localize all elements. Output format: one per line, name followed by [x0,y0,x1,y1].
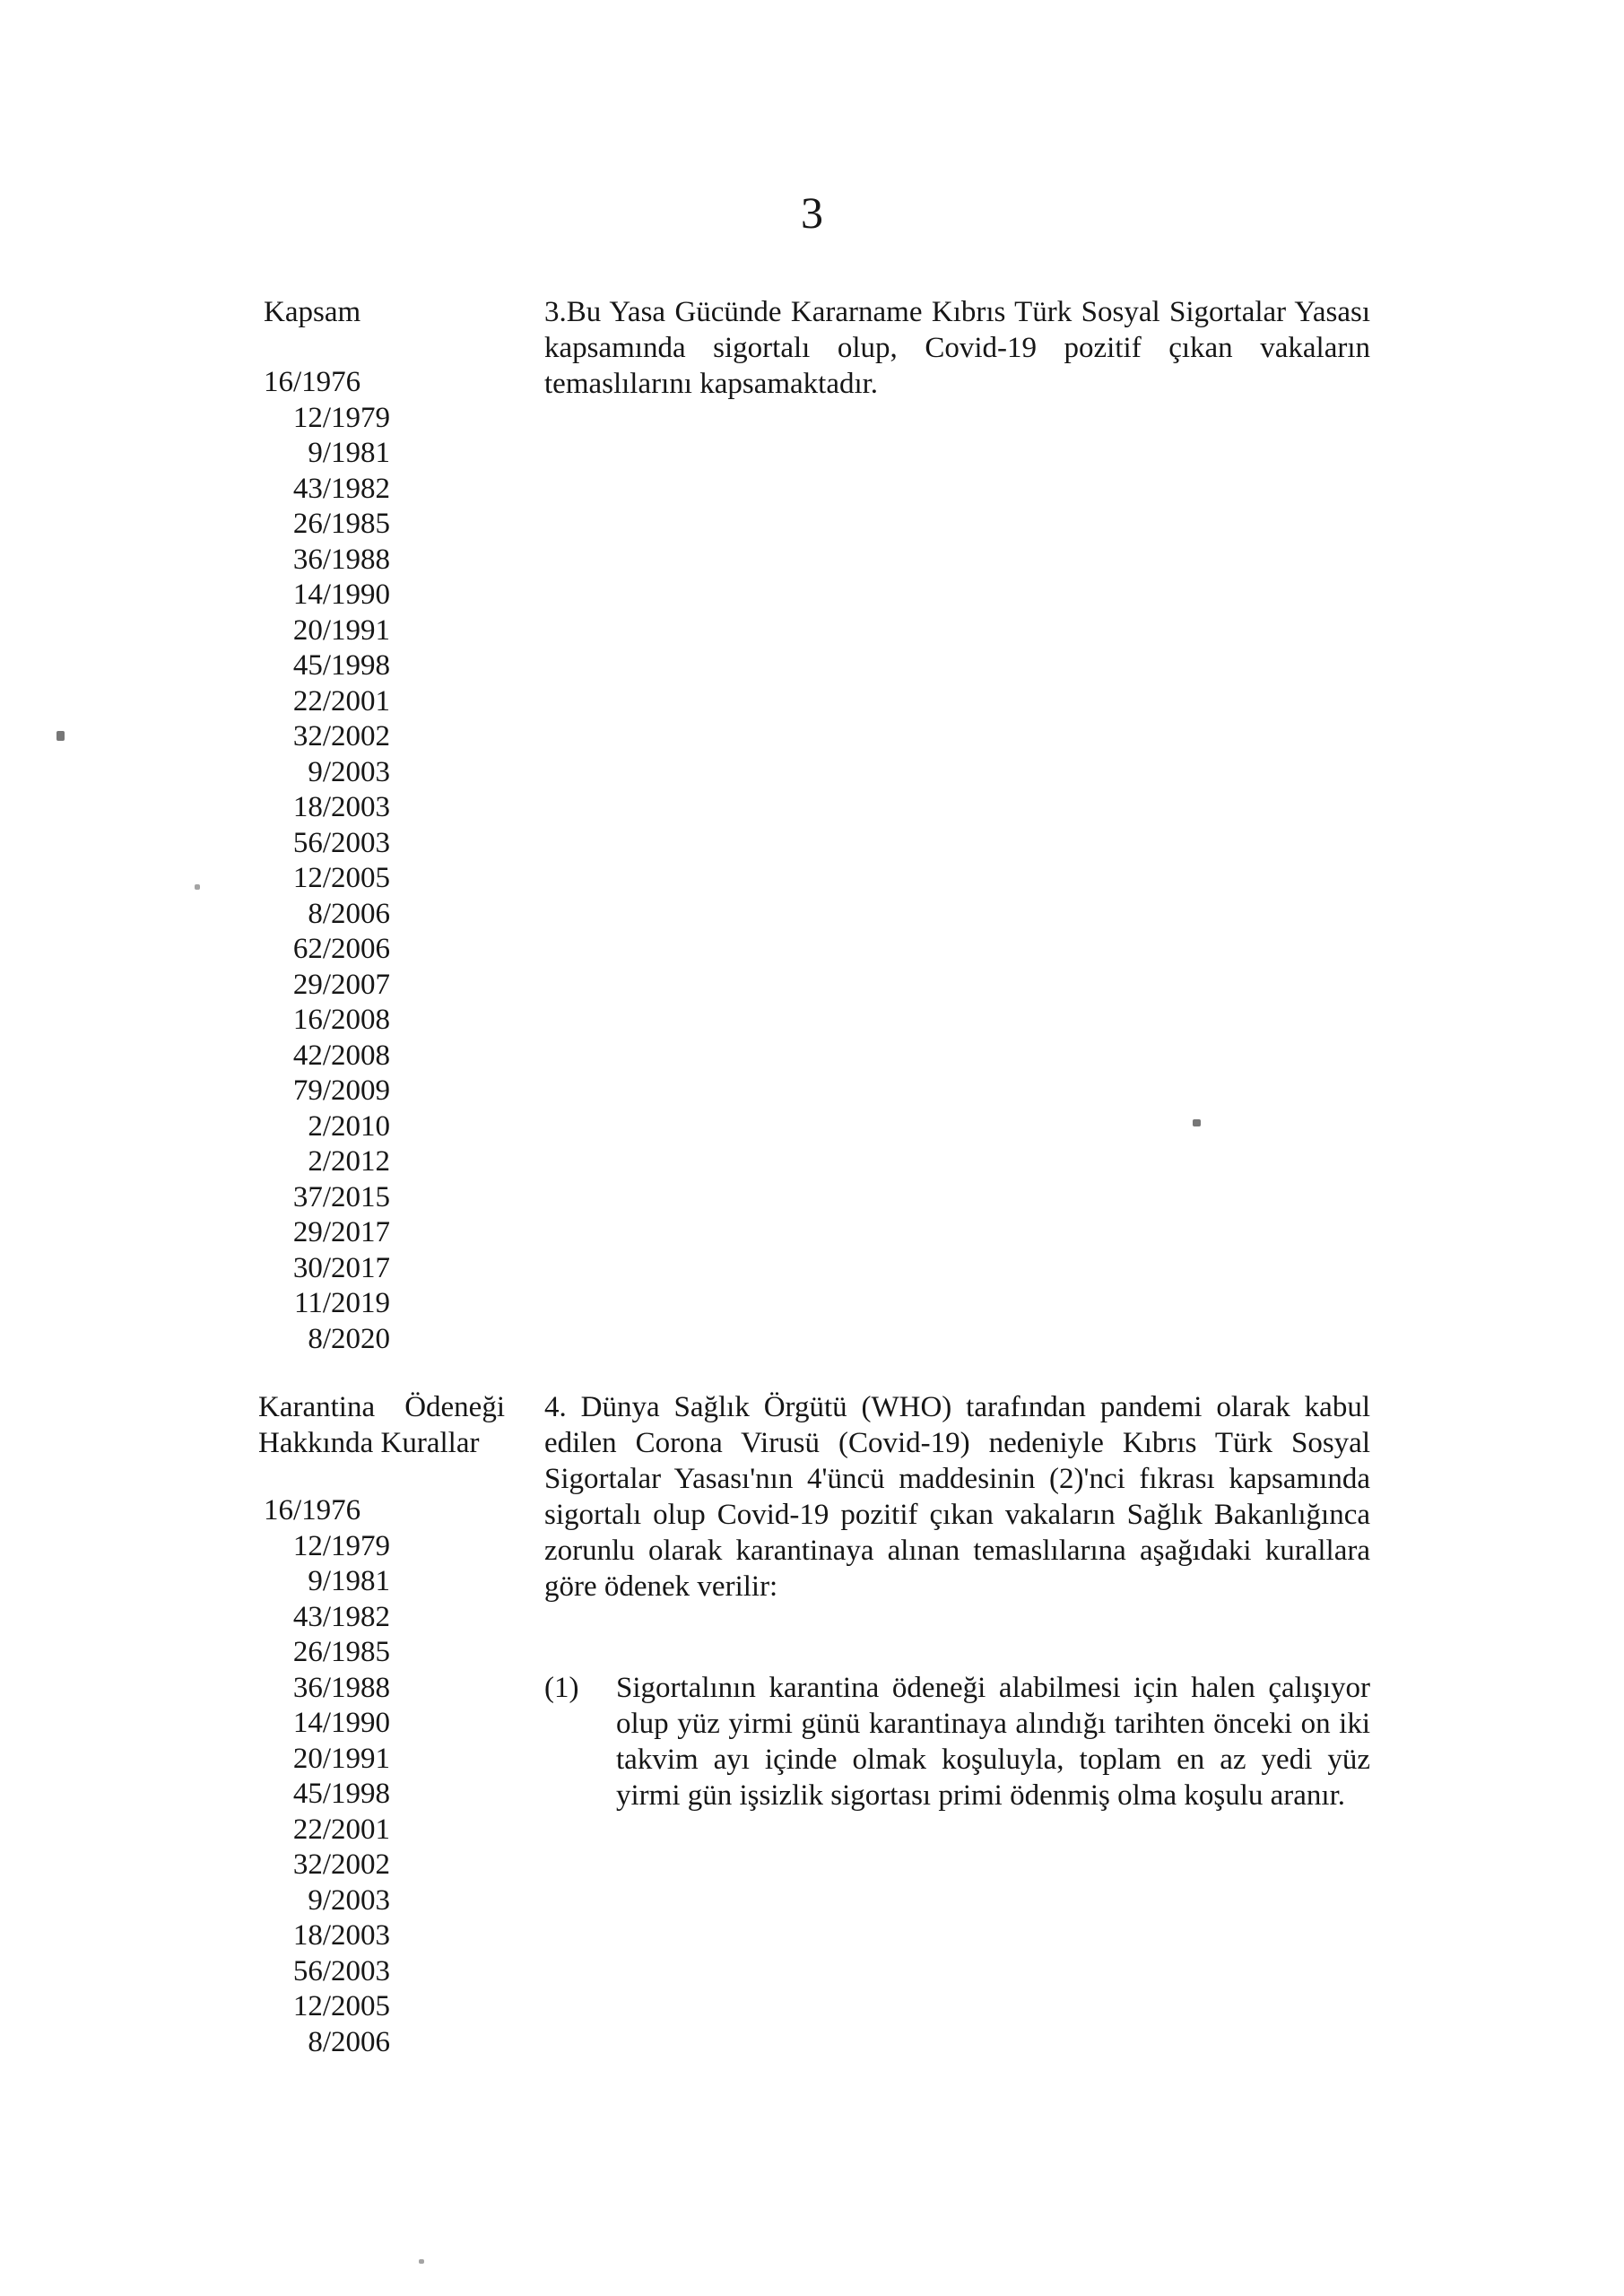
amendment-law-number: 16/1976 [264,1494,361,1526]
page-number: 3 [801,187,823,238]
amendment-law-number: 62/2006 [292,933,390,965]
margin-label-word-odenegi: Ödeneği [404,1391,505,1423]
amendment-law-number: 30/2017 [292,1251,390,1284]
subsection-1-text: Sigortalının karantina ödeneği alabilmesi için halen çalışıyor olup yüz yirmi günü karantinaya alındığı tarihten önceki on iki takvim ayı içinde olmak koşuluyla, toplam en az yedi yüz yirmi gün işsizlik sigortası primi ödenmiş olma koşulu aranır. [616,1672,1370,1812]
margin-label-kapsam: Kapsam [264,296,361,328]
amendment-law-number: 18/2003 [292,1919,390,1952]
amendment-law-number: 14/1990 [292,578,390,611]
scan-artifact [419,2259,424,2264]
amendment-law-number: 45/1998 [292,1778,390,1810]
amendment-law-number: 56/2003 [292,1954,390,1987]
amendment-law-number: 12/2005 [292,1990,390,2022]
amendment-law-number: 8/2020 [308,1322,390,1355]
amendment-law-number: 8/2006 [308,2025,390,2058]
amendment-law-number: 12/1979 [292,1529,390,1562]
paragraph-3-body: 3.Bu Yasa Gücünde Kararname Kıbrıs Türk Sosyal Sigortalar Yasası kapsamında sigortalı olup, Covid-19 pozitif çıkan vakaların temaslılarını kapsamaktadır. [544,296,1370,400]
paragraph-4-body: 4. Dünya Sağlık Örgütü (WHO) tarafından pandemi olarak kabul edilen Corona Virusü (Covid-19) nedeniyle Kıbrıs Türk Sosyal Sigortalar Yasası'nın 4'üncü maddesinin (2)'nci fıkrası kapsamında sigortalı olup Covid-19 pozitif çıkan vakaların Sağlık Bakanlığınca zorunlu olarak karantinaya alınan temaslılarına aşağıdaki kurallara göre ödenek verilir: [544,1391,1370,1603]
amendment-law-number: 26/1985 [292,1636,390,1668]
scan-artifact [1193,1119,1201,1126]
amendment-law-list-karantina [264,1493,390,2060]
scan-artifact [56,731,65,741]
amendment-law-number: 20/1991 [292,613,390,647]
amendment-law-number: 14/1990 [292,1707,390,1739]
amendment-law-number: 12/1979 [292,401,390,434]
amendment-law-number: 9/1981 [308,437,390,469]
amendment-law-number: 43/1982 [292,472,390,505]
amendment-law-number: 12/2005 [292,862,390,894]
amendment-law-number: 9/1981 [308,1565,390,1597]
amendment-law-number: 36/1988 [292,1671,390,1704]
subsection-1-marker: (1) [544,1672,579,1704]
amendment-law-number: 26/1985 [292,508,390,540]
amendment-law-number: 79/2009 [292,1074,390,1107]
amendment-law-number: 29/2007 [292,968,390,1001]
amendment-law-number: 29/2017 [292,1216,390,1248]
amendment-law-number: 9/2003 [308,1883,390,1917]
margin-label-karantina [258,1389,505,1461]
amendment-law-number: 56/2003 [292,826,390,859]
amendment-law-number: 42/2008 [292,1039,390,1072]
amendment-law-number: 36/1988 [292,543,390,576]
amendment-law-number: 2/2010 [308,1109,390,1143]
amendment-law-number: 2/2012 [308,1145,390,1178]
amendment-law-number: 22/2001 [292,684,390,718]
amendment-law-list-kapsam [264,365,390,1357]
amendment-law-number: 9/2003 [308,755,390,788]
margin-label-word-karantina: Karantina [258,1391,376,1423]
margin-label-karantina-line1 [258,1389,505,1425]
amendment-law-number: 11/2019 [294,1287,390,1319]
margin-label-karantina-line2: Hakkında Kurallar [258,1427,480,1459]
amendment-law-number: 8/2006 [308,897,390,930]
amendment-law-number: 20/1991 [292,1742,390,1775]
amendment-law-number: 16/1976 [264,366,361,398]
amendment-law-number: 16/2008 [292,1004,390,1036]
amendment-law-number: 18/2003 [292,791,390,823]
amendment-law-number: 37/2015 [292,1180,390,1213]
scan-artifact [195,884,200,890]
amendment-law-number: 22/2001 [292,1813,390,1846]
amendment-law-number: 32/2002 [292,1848,390,1881]
amendment-law-number: 43/1982 [292,1600,390,1633]
amendment-law-number: 45/1998 [292,649,390,682]
subsection-1 [544,1670,1370,1813]
amendment-law-number: 32/2002 [292,720,390,752]
